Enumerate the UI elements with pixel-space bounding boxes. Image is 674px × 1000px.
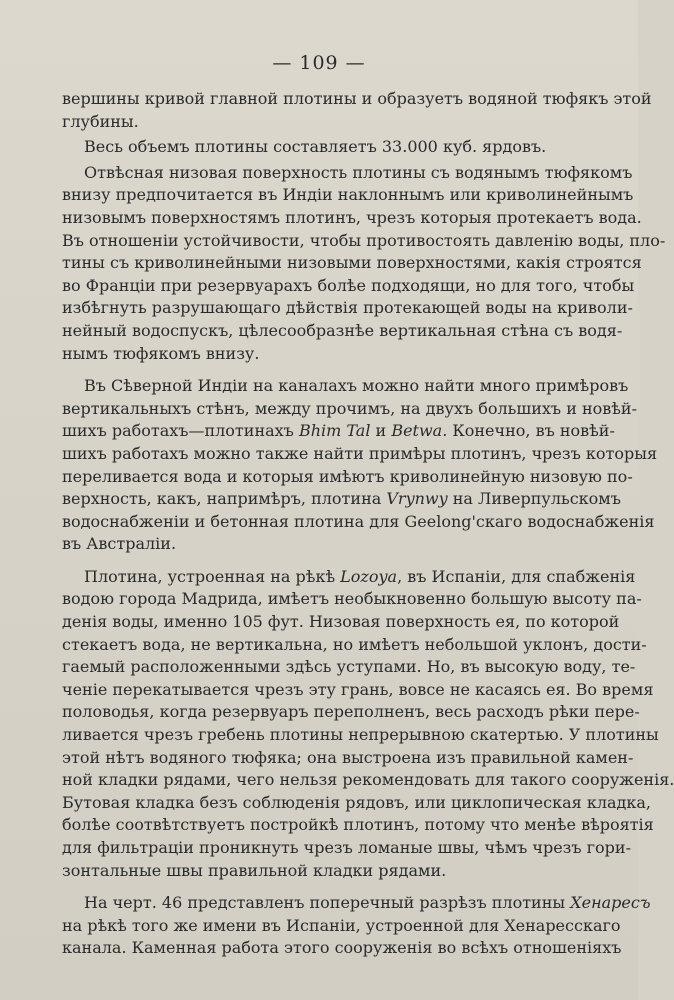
text-line: избѣгнуть разрушающаго дѣйствія протекающей воды на криволи- (62, 298, 633, 318)
page-number: — 109 — (272, 52, 366, 74)
paragraph-3 (62, 162, 666, 365)
text-line: стекаетъ вода, не вертикальна, но имѣетъ небольшой уклонъ, дости- (62, 634, 647, 654)
paragraph-2 (62, 136, 584, 159)
paragraph-4 (62, 375, 658, 556)
text-line: Въ Сѣверной Индіи на каналахъ можно найти много примѣровъ (84, 376, 629, 396)
text-line: низовымъ поверхностямъ плотинъ, чрезъ которыя протекаетъ вода. (62, 207, 642, 227)
paragraph-1 (62, 88, 652, 133)
text-line: Плотина, устроенная на рѣкѣ Lozoya, въ Испаніи, для спабженія (84, 566, 636, 586)
text-line: вертикальныхъ стѣнъ, между прочимъ, на двухъ большихъ и новѣй- (62, 398, 637, 418)
text-line: шихъ работахъ—плотинахъ Bhim Tal и Betwa. Конечно, въ новѣй- (62, 421, 615, 441)
text-line: Весь объемъ плотины составляетъ 33.000 куб. ярдовъ. (84, 137, 547, 157)
text-line: Бутовая кладка безъ соблюденія рядовъ, или циклопическая кладка, (62, 792, 651, 812)
text-line: глубины. (62, 111, 139, 131)
text-line: на рѣкѣ того же имени въ Испаніи, устроенной для Хенаресскаго (62, 915, 621, 935)
text-line: переливается вода и которыя имѣютъ криволинейную низовую по- (62, 466, 633, 486)
text-line: вершины кривой главной плотины и образуетъ водяной тюфякъ этой (62, 89, 652, 108)
text-line: нейный водоспускъ, цѣлесообразнѣе вертикальная стѣна съ водя- (62, 320, 623, 340)
text-line: канала. Каменная работа этого сооруженія во всѣхъ отношеніяхъ (62, 938, 622, 958)
text-line: этой нѣтъ водяного тюфяка; она выстроена изъ правильной камен- (62, 747, 634, 767)
text-line: для фильтраціи проникнуть чрезъ ломаные швы, чѣмъ чрезъ гори- (62, 838, 631, 857)
text-line: водоснабженіи и бетонная плотина для Geelong'скаго водоснабженія (62, 511, 655, 531)
text-line: Въ отношеніи устойчивости, чтобы противостоять давленію воды, пло- (62, 230, 666, 250)
body-text (62, 88, 674, 960)
text-line: нымъ тюфякомъ внизу. (62, 343, 260, 363)
text-line: денія воды, именно 105 фут. Низовая поверхность ея, по которой (62, 612, 620, 632)
text-line: зонтальные швы правильной кладки рядами. (62, 860, 447, 880)
text-line: гаемый расположенными здѣсь уступами. Но, въ высокую воду, те- (62, 657, 636, 677)
paragraph-5 (62, 566, 674, 882)
text-line: во Франціи при резервуарахъ болѣе подходящи, но для того, чтобы (62, 275, 635, 295)
text-line: На черт. 46 представленъ поперечный разрѣзъ плотины Хенаресъ (84, 893, 651, 913)
paragraph-6 (62, 892, 651, 960)
text-line: водою города Мадрида, имѣетъ необыкновенно большую высоту па- (62, 589, 642, 609)
text-line: внизу предпочитается въ Индіи наклоннымъ или криволинейнымъ (62, 185, 634, 205)
text-line: болѣе соотвѣтствуетъ постройкѣ плотинъ, потому что менѣе вѣроятія (62, 815, 654, 835)
text-line: верхность, какъ, напримѣръ, плотина Vrynwy на Ливерпульскомъ (62, 489, 621, 509)
text-line: половодья, когда резервуаръ переполненъ, весь расходъ рѣки пере- (62, 702, 640, 722)
text-line: Отвѣсная низовая поверхность плотины съ водянымъ тюфякомъ (84, 162, 633, 182)
text-line: ливается чрезъ гребень плотины непрерывною скатертью. У плотины (62, 725, 659, 745)
text-line: ной кладки рядами, чего нельзя рекомендовать для такого сооруженія. (62, 770, 674, 790)
text-line: тины съ криволинейными низовыми поверхностями, какія строятся (62, 253, 642, 273)
text-line: въ Австраліи. (62, 534, 177, 554)
text-line: шихъ работахъ можно также найти примѣры плотинъ, чрезъ которыя (62, 443, 658, 463)
text-line: ченіе перекатывается чрезъ эту грань, вовсе не касаясь ея. Во время (62, 679, 654, 699)
